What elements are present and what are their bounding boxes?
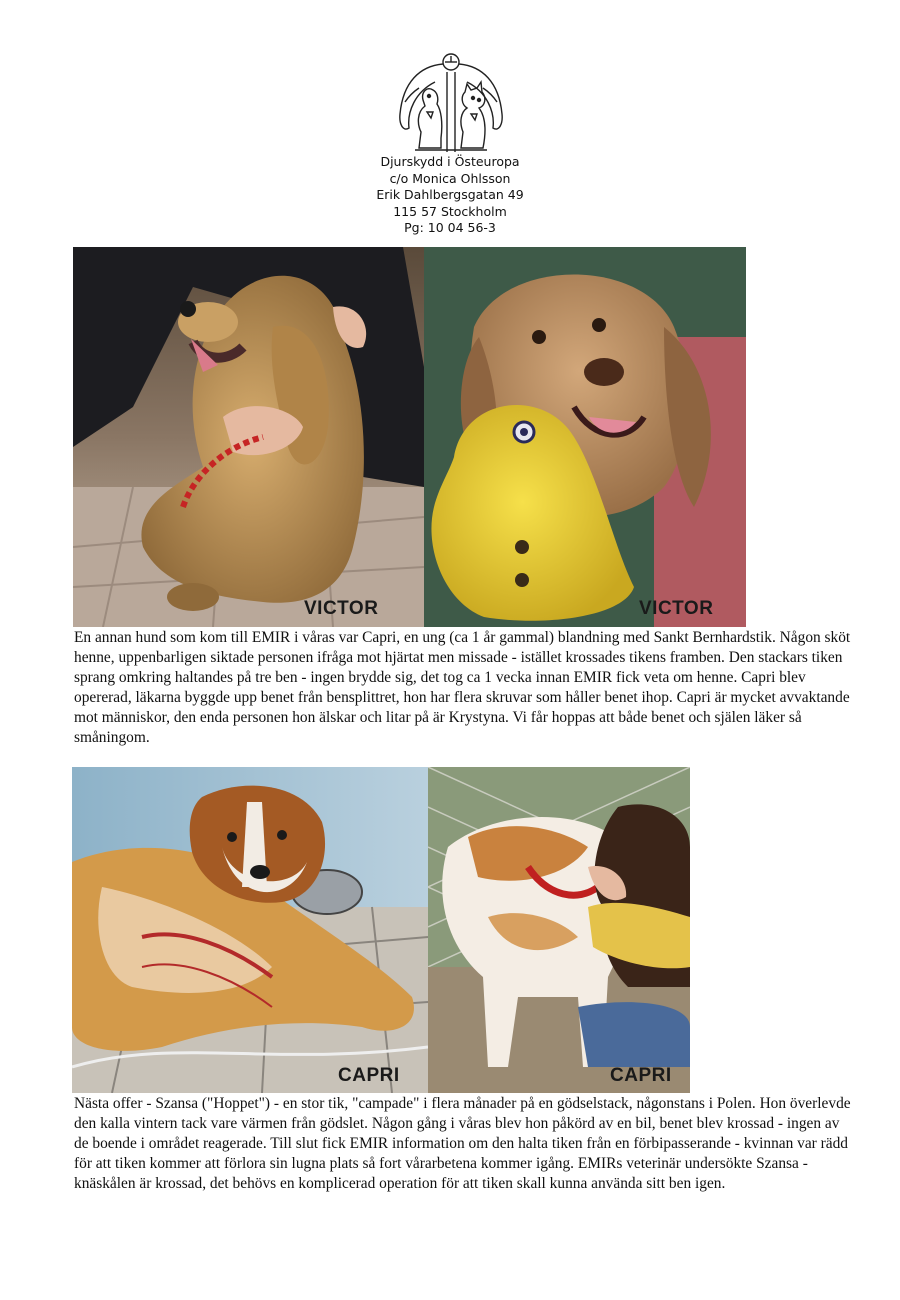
dog-photo-image: [72, 767, 428, 1093]
photo-caption-victor-right: VICTOR: [639, 598, 714, 619]
photo-capri-right: [428, 767, 690, 1093]
photo-caption-capri-left: CAPRI: [338, 1065, 400, 1086]
dog-photo-image: [428, 767, 690, 1093]
org-name: Djurskydd i Östeuropa: [380, 154, 520, 169]
organization-logo: [395, 52, 507, 154]
street-address: Erik Dahlbergsgatan 49: [376, 187, 524, 202]
dog-photo-image: [73, 247, 424, 627]
photo-victor-right: [424, 247, 746, 627]
photo-capri-left: [72, 767, 428, 1093]
photo-victor-left: [73, 247, 424, 627]
paragraph-capri: En annan hund som kom till EMIR i våras var Capri, en ung (ca 1 år gammal) blandning med Sankt Bernhardstik. Någon sköt henne, uppenbarligen siktade personen ifråga mot hjärtat men missade - istället krossades tikens framben. Den stackars tiken sprang omkring haltandes på tre ben - ingen brydde sig, det tog ca 1 vecka innan EMIR fick veta om henne. Capri blev opererad, läkarna byggde upp benet från bensplittret, hon har flera skruvar som håller benet ihop. Capri är mycket avvaktande mot människor, den enda personen hon älskar och litar på är Krystyna. Vi får hoppas att både benet och själen läker så småningom.: [74, 629, 851, 746]
co-line: c/o Monica Ohlsson: [389, 170, 511, 186]
address-block: [300, 154, 600, 237]
dog-photo-image: [424, 247, 746, 627]
photo-caption-victor-left: VICTOR: [304, 598, 379, 619]
paragraph-szansa: Nästa offer - Szansa ("Hoppet") - en stor tik, "campade" i flera månader på en gödselstack, någonstans i Polen. Hon överlevde den kalla vintern tack vare värmen från gödslet. Någon gång i våras blev hon påkörd av en bil, benet blev krossad - ingen av de boende i området reagerade. Till slut fick EMIR information om den halta tiken från en förbipasserande - kvinnan var rädd för att tiken kommer att förlora sin lugna plats så fort vårarbetena kommer igång. EMIRs veterinär undersökte Szansa - knäskålen är krossad, det behövs en komplicerad operation för att tiken skall kunna använda sitt ben igen.: [74, 1095, 851, 1192]
postgiro-number: Pg: 10 04 56-3: [404, 220, 496, 235]
photo-caption-capri-right: CAPRI: [610, 1065, 672, 1086]
postal-city: 115 57 Stockholm: [393, 203, 507, 219]
